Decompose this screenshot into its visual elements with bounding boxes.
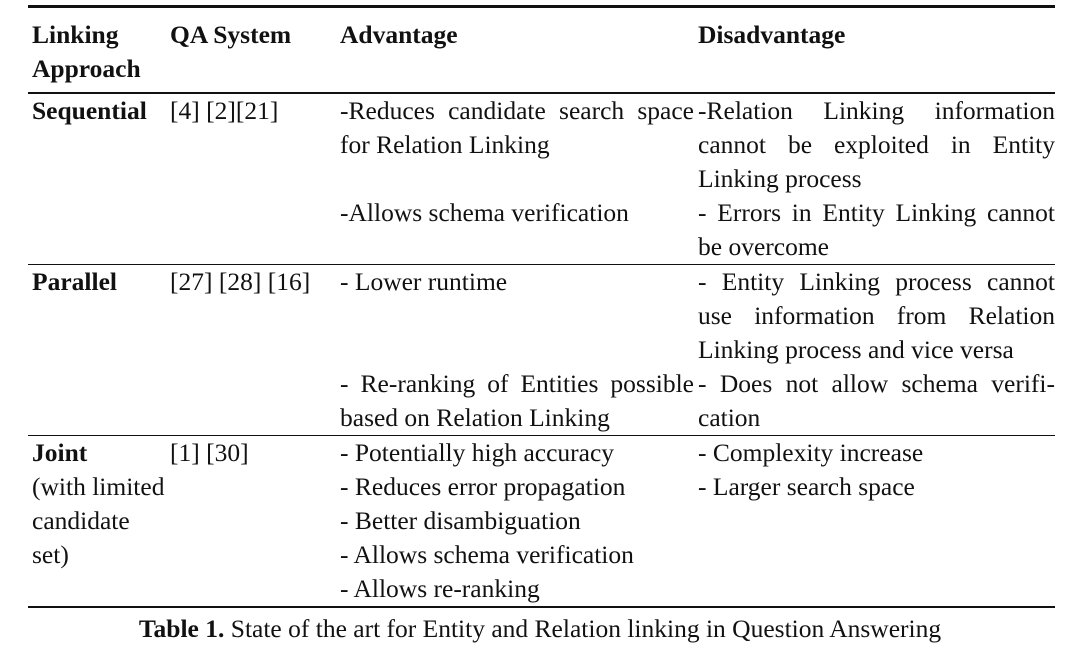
table-body [28, 93, 1055, 607]
advantage-cell: -Reduces candidate search space for Relation Linking [340, 96, 694, 159]
approach-cell [28, 265, 166, 436]
approach-note: (with limited candidate set) [32, 472, 165, 569]
caption-label: Table 1. [138, 614, 225, 643]
advantage-item: - Reduces error propagation [340, 472, 626, 501]
table-row [28, 93, 1055, 196]
approach-cell [28, 93, 166, 265]
table-row [28, 265, 1055, 368]
advantage-item: - Potentially high accuracy [340, 438, 615, 467]
caption-text: State of the art for Entity and Relation linking in Question Answering [224, 614, 942, 643]
advantage-cell: -Allows schema verification [340, 198, 629, 227]
header-qa-system: QA System [170, 20, 292, 49]
disadvantage-item: - Larger search space [698, 472, 915, 501]
disadvantage-cell [694, 436, 1055, 608]
advantage-cell [336, 436, 694, 608]
approach-name: Sequential [32, 96, 147, 125]
qa-system-cell: [4] [2][21] [170, 96, 279, 125]
disadvantage-cell: -Relation Linking information cannot be exploited in Entity Linking process [698, 96, 1055, 193]
approach-cell [28, 436, 166, 608]
header-linking-approach: Linking Approach [32, 20, 141, 83]
advantage-item: - Better disambiguation [340, 506, 581, 535]
advantage-item: - Allows re-ranking [340, 574, 540, 603]
advantage-item: - Allows schema verification [340, 540, 634, 569]
advantage-cell: - Lower runtime [340, 267, 508, 296]
disadvantage-cell: - Entity Linking process cannot use information from Relation Linking process and vice versa [698, 267, 1055, 364]
disadvantage-item: - Complexity increase [698, 438, 924, 467]
disadvantage-cell: - Does not allow schema verifi-cation [698, 369, 1055, 432]
table-row [28, 436, 1055, 608]
comparison-table [28, 5, 1055, 608]
table-header [28, 7, 1055, 94]
header-advantage: Advantage [340, 20, 458, 49]
approach-name: Joint [32, 438, 88, 467]
disadvantage-cell: - Errors in Entity Linking cannot be overcome [698, 198, 1055, 261]
approach-name: Parallel [32, 267, 117, 296]
advantage-cell: - Re-ranking of Entities possible based on Relation Linking [340, 369, 694, 432]
table-caption [0, 612, 1080, 646]
qa-system-cell: [27] [28] [16] [170, 267, 311, 296]
qa-system-cell: [1] [30] [170, 438, 249, 467]
header-row [28, 7, 1055, 94]
header-disadvantage: Disadvantage [698, 20, 846, 49]
